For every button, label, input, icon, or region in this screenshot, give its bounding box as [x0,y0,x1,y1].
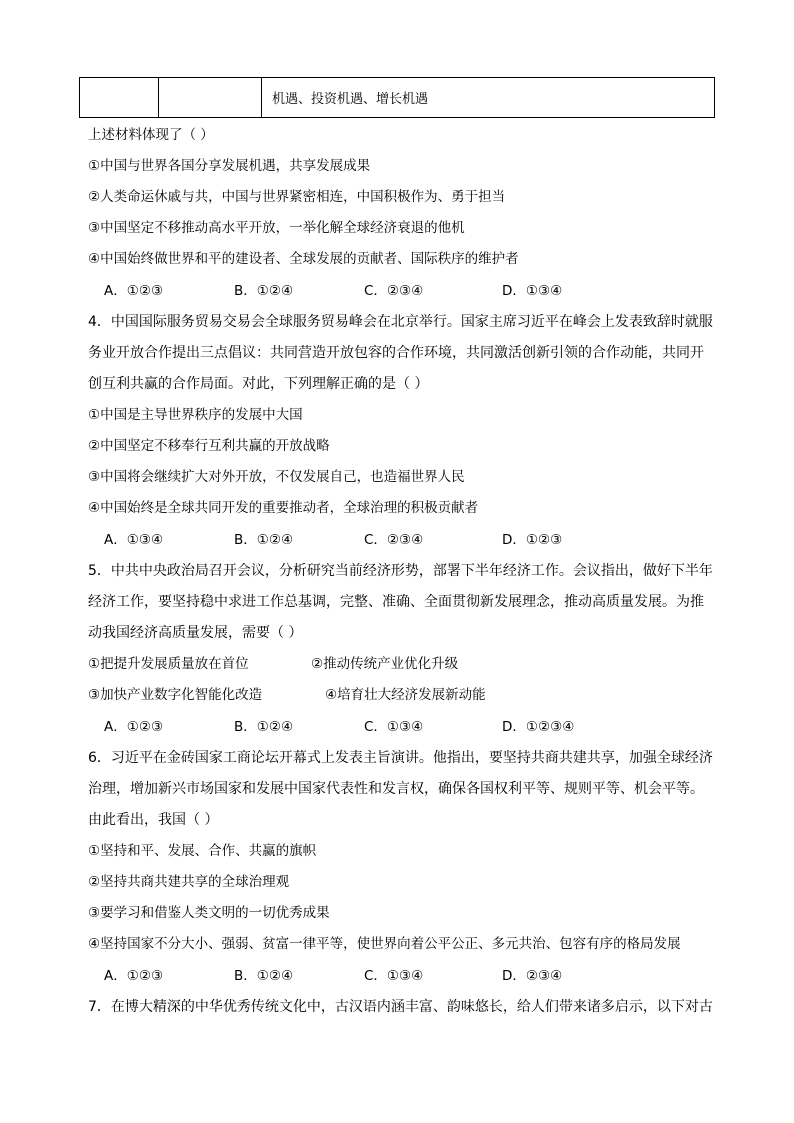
q4-stem-line-1: 4．中国国际服务贸易交易会全球服务贸易峰会在北京举行。国家主席习近平在峰会上发表致辞时就服 [88,314,713,330]
q3-statement-3: ③中国坚定不移推动高水平开放，一举化解全球经济衰退的他机 [88,220,465,236]
q4-option-d[interactable]: D．①②③ [502,532,563,548]
q4-option-a[interactable]: A．①③④ [104,532,164,548]
q3-statement-4: ④中国始终做世界和平的建设者、全球发展的贡献者、国际秩序的维护者 [88,251,519,267]
q4-stem-line-2: 务业开放合作提出三点倡议：共同营造开放包容的合作环境，共同激活创新引领的合作动能，共同开 [88,345,704,361]
q5-stem-line-1: 5．中共中央政治局召开会议，分析研究当前经济形势，部署下半年经济工作。会议指出，做好下半年 [88,563,713,579]
q6-stem-line-1: 6．习近平在金砖国家工商论坛开幕式上发表主旨演讲。他指出，要坚持共商共建共享，加强全球经济 [88,750,713,766]
q6-option-c[interactable]: C．①③④ [364,968,424,984]
table-cell-1 [80,78,159,118]
q4-statement-1: ①中国是主导世界秩序的发展中大国 [88,407,303,423]
q5-stem-line-3: 动我国经济高质量发展，需要（ ） [88,625,303,641]
q3-options [104,281,562,301]
q6-option-b[interactable]: B．①②④ [234,968,294,984]
q3-option-b[interactable]: B．①②④ [234,283,294,299]
q5-option-d[interactable]: D．①②③④ [502,719,575,735]
q4-options [104,530,562,550]
q3-statement-1: ①中国与世界各国分享发展机遇，共享发展成果 [88,158,371,174]
q3-option-c[interactable]: C．②③④ [364,283,424,299]
table-cell-3: 机遇、投资机遇、增长机遇 [262,78,715,118]
q4-option-c[interactable]: C．②③④ [364,532,424,548]
table-cell-2 [159,78,262,118]
q3-statement-2: ②人类命运休戚与共，中国与世界紧密相连，中国积极作为、勇于担当 [88,189,506,205]
q6-option-a[interactable]: A．①②③ [104,968,164,984]
q6-options [104,966,562,986]
q6-statement-1: ①坚持和平、发展、合作、共赢的旗帜 [88,843,317,859]
q5-option-a[interactable]: A．①②③ [104,719,164,735]
q3-stem: 上述材料体现了（ ） [88,127,214,143]
q4-statement-4: ④中国始终是全球共同开发的重要推动者，全球治理的积极贡献者 [88,500,479,516]
q5-statement-2: ②推动传统产业优化升级 [311,656,459,672]
q5-stem-line-2: 经济工作，要坚持稳中求进工作总基调，完整、准确、全面贯彻新发展理念，推动高质量发展。为推 [88,594,704,610]
q6-option-d[interactable]: D．②③④ [502,968,563,984]
q6-statement-4: ④坚持国家不分大小、强弱、贫富一律平等，使世界向着公平公正、多元共治、包容有序的格局发展 [88,936,681,952]
q5-statement-4: ④培育壮大经济发展新动能 [325,687,486,703]
table-fragment [79,77,715,118]
q6-statement-2: ②坚持共商共建共享的全球治理观 [88,874,290,890]
q5-statement-1: ①把提升发展质量放在首位 [88,656,249,672]
q4-stem-line-3: 创互利共赢的合作局面。对此，下列理解正确的是（ ） [88,376,429,392]
q4-statement-3: ③中国将会继续扩大对外开放，不仅发展自己，也造福世界人民 [88,469,465,485]
table-row [80,78,715,118]
q5-statement-3: ③加快产业数字化智能化改造 [88,687,263,703]
q6-stem-line-3: 由此看出，我国（ ） [88,812,219,828]
q4-statement-2: ②中国坚定不移奉行互利共赢的开放战略 [88,438,330,454]
q7-stem-line-1: 7．在博大精深的中华优秀传统文化中，古汉语内涵丰富、韵味悠长，给人们带来诸多启示，以下对古 [88,999,713,1015]
q4-option-b[interactable]: B．①②④ [234,532,294,548]
q6-statement-3: ③要学习和借鉴人类文明的一切优秀成果 [88,905,330,921]
q5-options [104,717,574,737]
q3-option-d[interactable]: D．①③④ [502,283,563,299]
q5-option-b[interactable]: B．①②④ [234,719,294,735]
q5-option-c[interactable]: C．①③④ [364,719,424,735]
q3-option-a[interactable]: A．①②③ [104,283,164,299]
q6-stem-line-2: 治理，增加新兴市场国家和发展中国家代表性和发言权，确保各国权利平等、规则平等、机会平等。 [88,781,704,797]
